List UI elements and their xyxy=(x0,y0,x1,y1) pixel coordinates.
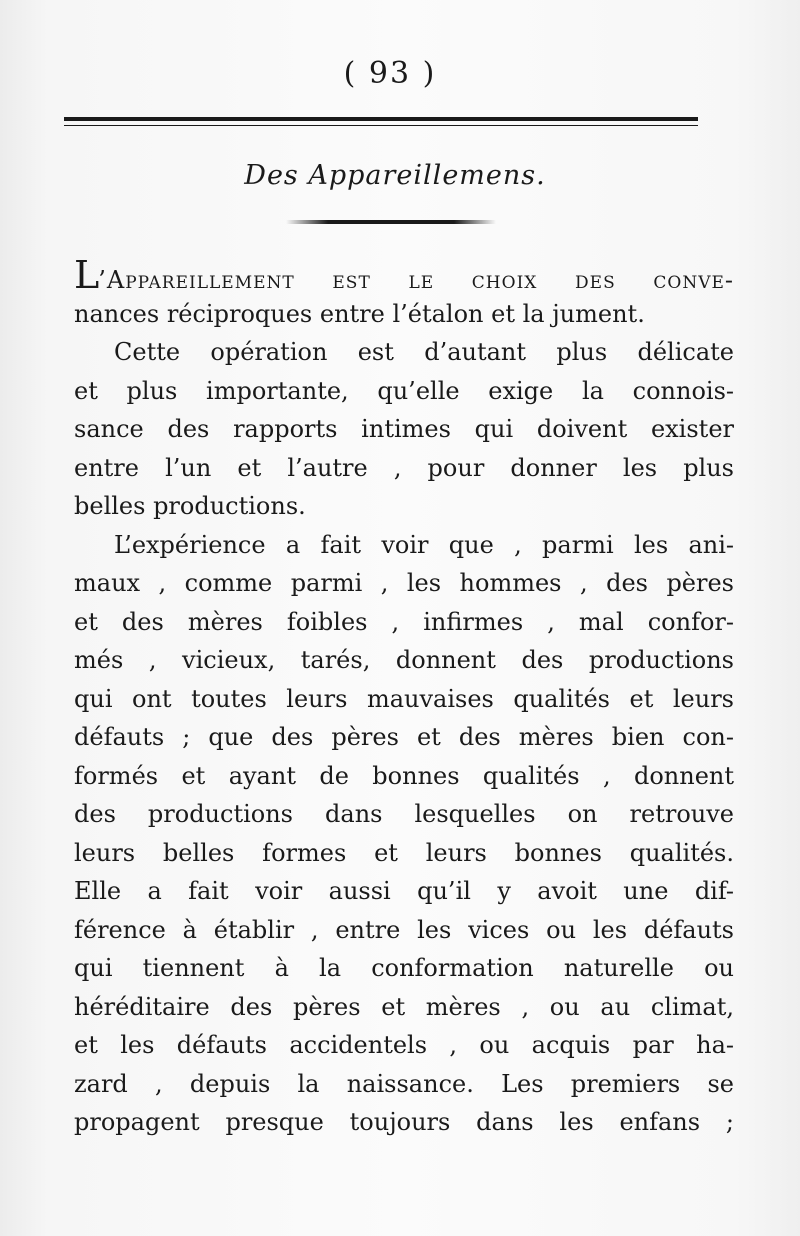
text-line: sance des rapports intimes qui doivent exister xyxy=(74,415,734,443)
text-line: nances réciproques entre l’étalon et la jument. xyxy=(74,299,645,328)
text-line: L’Appareillement est le choix des conve- xyxy=(74,253,734,297)
text-line: des productions dans lesquelles on retrouve xyxy=(74,800,734,828)
text-line: qui ont toutes leurs mauvaises qualités et leurs xyxy=(74,684,734,713)
text-line: et les défauts accidentels , ou acquis par ha- xyxy=(74,1031,734,1059)
header-rule xyxy=(64,117,698,121)
text-line: més , vicieux, tarés, donnent des productions xyxy=(74,646,734,674)
text-line: propagent presque toujours dans les enfans ; xyxy=(74,1108,734,1136)
heading-ornament xyxy=(286,220,496,224)
text-line: férence à établir , entre les vices ou les défauts xyxy=(74,915,734,944)
section-heading: Des Appareillemens. xyxy=(244,160,546,191)
text-line: belles productions. xyxy=(74,492,306,520)
text-line: formés et ayant de bonnes qualités , donnent xyxy=(74,761,734,790)
text-line: héréditaire des pères et mères , ou au climat, xyxy=(74,992,734,1021)
text-line: Elle a fait voir aussi qu’il y avoit une dif- xyxy=(74,877,734,905)
drop-cap: L xyxy=(74,253,99,297)
page-number: ( 93 ) xyxy=(343,56,437,91)
text-line: et plus importante, qu’elle exige la connois- xyxy=(74,376,734,405)
header-rule-thin xyxy=(64,125,698,126)
text-line: leurs belles formes et leurs bonnes qualités. xyxy=(74,838,734,867)
text-line: entre l’un et l’autre , pour donner les plus xyxy=(74,453,734,482)
text-line: maux , comme parmi , les hommes , des pères xyxy=(74,569,734,597)
text-line: zard , depuis la naissance. Les premiers se xyxy=(74,1069,734,1098)
text-line: L’expérience a fait voir que , parmi les ani- xyxy=(114,530,734,559)
text-line: et des mères foibles , infirmes , mal confor- xyxy=(74,607,734,636)
text-line: Cette opération est d’autant plus délicate xyxy=(114,338,734,366)
text-line: défauts ; que des pères et des mères bien con- xyxy=(74,723,734,751)
body-text xyxy=(74,253,734,1142)
text-line: qui tiennent à la conformation naturelle ou xyxy=(74,954,734,982)
